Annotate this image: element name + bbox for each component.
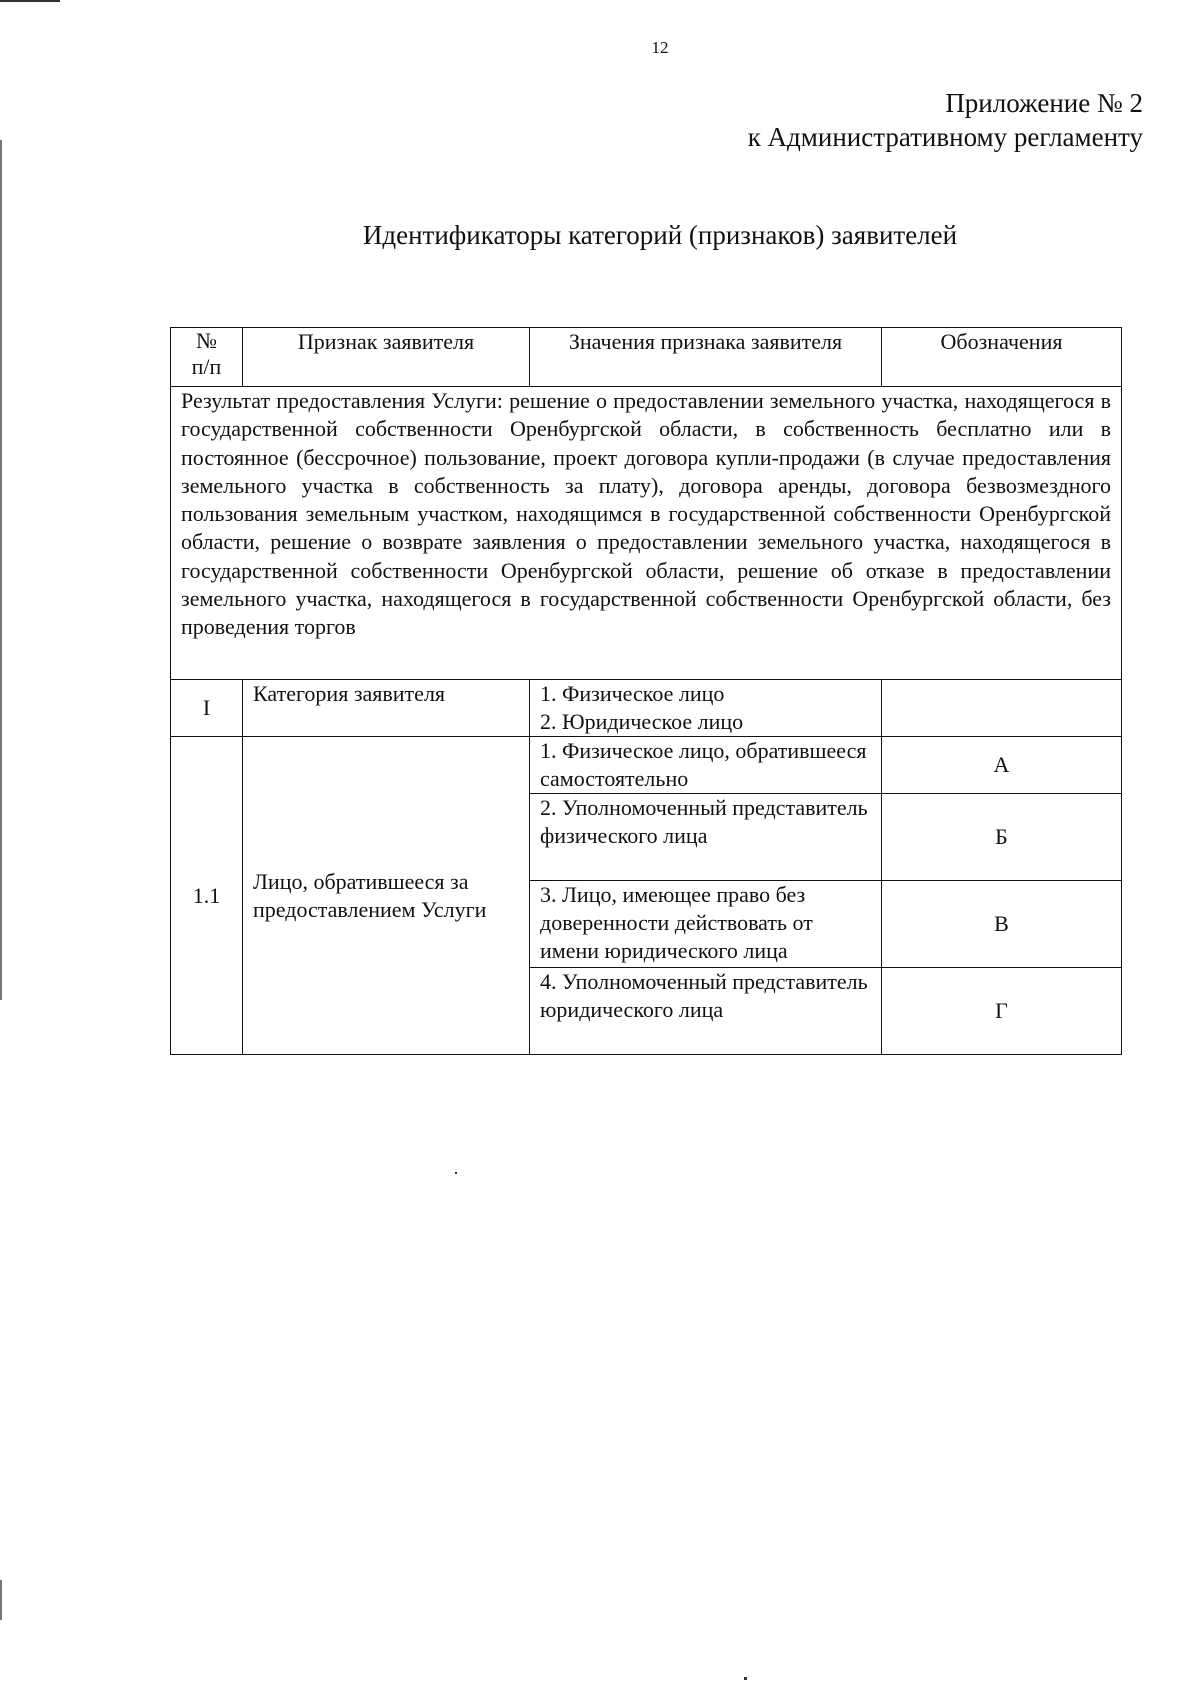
- header-number-sign: №: [196, 328, 217, 353]
- row-code: [882, 680, 1122, 737]
- row-number: I: [171, 680, 243, 737]
- result-row: [171, 387, 1122, 680]
- code-item: Г: [882, 968, 1122, 1055]
- code-item: А: [882, 737, 1122, 794]
- appendix-number: Приложение № 2: [945, 88, 1143, 118]
- table-row: [171, 680, 1122, 737]
- table-row: [171, 737, 1122, 794]
- table-header-row: [171, 328, 1122, 387]
- header-codes: Обозначения: [882, 328, 1122, 387]
- header-values: Значения признака заявителя: [530, 328, 882, 387]
- row-attribute: Категория заявителя: [243, 680, 530, 737]
- row-values: [530, 680, 882, 737]
- appendix-reference: к Административному регламенту: [747, 122, 1143, 152]
- appendix-heading: [748, 86, 1143, 154]
- scan-edge-line: [0, 1580, 2, 1620]
- code-item: В: [882, 881, 1122, 968]
- scan-edge-mark: [0, 0, 60, 2]
- document-title: Идентификаторы категорий (признаков) заявителей: [362, 220, 958, 250]
- value-item: 1. Физическое лицо: [540, 681, 725, 706]
- code-item: Б: [882, 794, 1122, 881]
- header-attribute: Признак заявителя: [243, 328, 530, 387]
- row-attribute: Лицо, обратившееся за предоставлением Услуги: [243, 737, 530, 1055]
- scan-dot: [744, 1677, 747, 1680]
- value-item: 3. Лицо, имеющее право без доверенности действовать от имени юридического лица: [530, 881, 882, 968]
- row-number: 1.1: [171, 737, 243, 1055]
- value-item: 2. Уполномоченный представитель физического лица: [530, 794, 882, 881]
- scan-dot: [455, 1172, 457, 1174]
- applicant-identifiers-table: [170, 327, 1122, 1055]
- scan-edge-line: [0, 140, 2, 1000]
- value-item: 1. Физическое лицо, обратившееся самостоятельно: [530, 737, 882, 794]
- value-item: 4. Уполномоченный представитель юридического лица: [530, 968, 882, 1055]
- page-number: 12: [651, 38, 669, 57]
- result-description: Результат предоставления Услуги: решение о предоставлении земельного участка, находящегося в государственной собственности Оренбургской области, в собственность бесплатно или в постоянное (бессрочное) пользование, проект договора купли-продажи (в случае предоставления земельного участка в собственность за плату), договора аренды, договора безвозмездного пользования земельным участком, находящимся в государственной собственности Оренбургской области, решение о возврате заявления о предоставлении земельного участка, находящегося в государственной собственности Оренбургской области, решение об отказе в предоставлении земельного участка, находящегося в государственной собственности Оренбургской области, без проведения торгов: [171, 387, 1122, 680]
- header-number-abbr: п/п: [191, 354, 222, 379]
- header-number: [171, 328, 243, 387]
- value-item: 2. Юридическое лицо: [540, 709, 744, 734]
